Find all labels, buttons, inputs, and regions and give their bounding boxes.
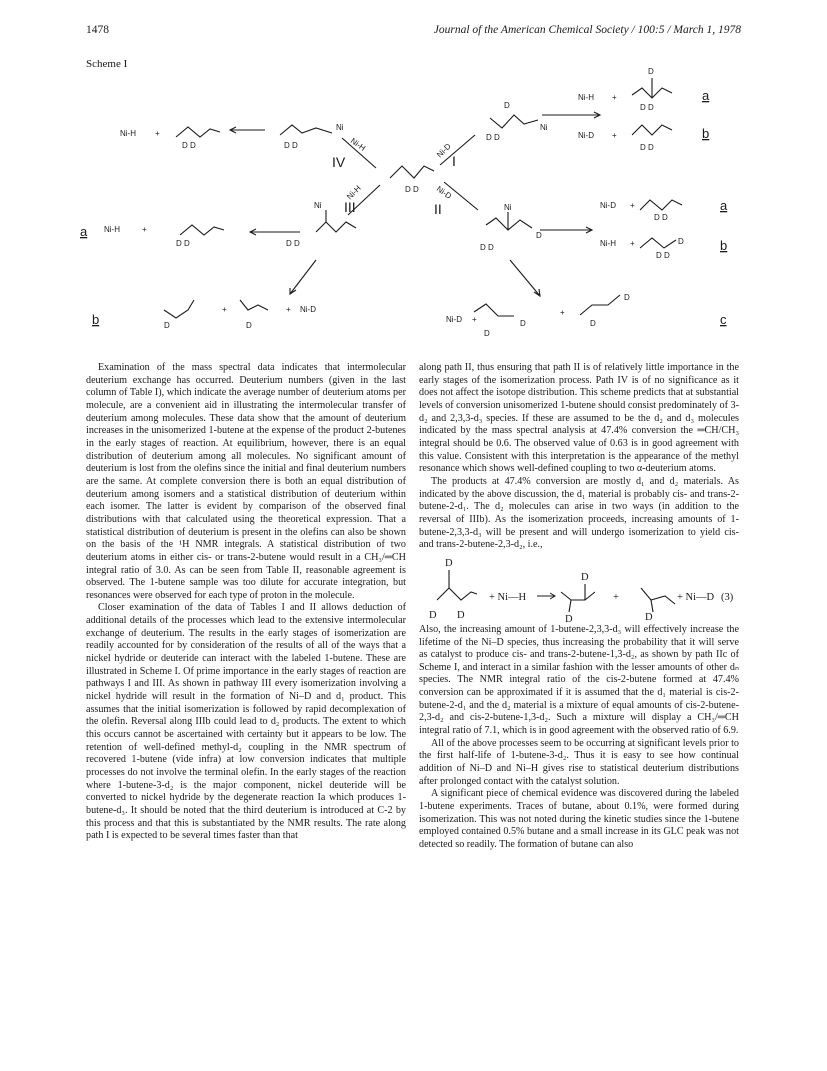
svg-text:D: D [624,293,630,302]
svg-text:D: D [484,329,490,338]
svg-text:D D: D D [405,185,419,194]
product-a-left [180,225,224,235]
svg-text:+: + [560,308,565,317]
svg-text:D: D [504,101,510,110]
svg-text:D D: D D [656,251,670,260]
product-label-b-bottom: b [92,312,100,327]
equation-3 [419,556,739,622]
svg-text:+: + [222,305,227,314]
product-b-top [632,125,672,135]
svg-text:D: D [678,237,684,246]
product-b-cis [164,300,194,318]
svg-text:D D: D D [286,239,300,248]
path-ii-label: II [434,201,442,217]
reagent-nid-3: Ni-D [300,305,316,314]
svg-text:+: + [612,93,617,102]
svg-text:Ni: Ni [336,123,344,132]
paragraph: Examination of the mass spectral data indicates that intermolecular deuterium exchange has occurred. Deuterium numbers (given in the last column of Table I), which indicate the average number of deuterium atoms per molecule, are a convenient aid in illustrating the intermolecular transfer of deuterium among molecules. These data show that the amount of deuterium increases in the unisomerized 1-butene at the expense of the product 2-butenes in the early stages of reaction. At equilibrium, however, there is an equal distribution of deuterium among all molecules. No significant amount of deuterium is lost from the olefins since the initial and final deuterium numbers are the same. At complete conversion there is both an equal distribution of deuterium among isomers and a statistical distribution of deuterium within each isomer. The latter is evident by comparison of the observed final distributions with that calculated using the theoretical expression. That a statistical distribution of deuterium is present in the olefins can also be shown on the basis of the ¹H NMR integrals. A statistical distribution of two deuterium atoms in either cis- or trans-2-butene would result in a CH₃/═CH integral ratio of 3.0. As can be seen from Table II, reasonable agreement is observed. The 1-butene sample was too dilute for accurate integration, but resonances were observed for each type of proton in the molecule. [86,362,406,601]
svg-text:Ni-H: Ni-H [345,183,363,202]
paragraph: A significant piece of chemical evidence was discovered during the labeled 1-butene experiments. Traces of butane, about 0.1%, were formed during isomerization. This was not noted during the kinetic studies since the 1-butene employed contained 0.5% butane and a small increase in its GLC peak was not detected so readily. The formation of butane can also [419,788,739,850]
svg-text:D: D [246,321,252,330]
product-label-a-left: a [80,224,88,239]
svg-text:D D: D D [654,213,668,222]
equation-ni-d: + Ni—D [677,591,715,603]
reagent-nih-1: Ni-H [578,93,594,102]
reagent-nih-2: Ni-H [120,129,136,138]
reagent-nid-1: Ni-D [578,131,594,140]
left-column [86,362,406,843]
svg-text:Ni: Ni [504,203,512,212]
svg-text:+: + [286,305,291,314]
svg-text:D: D [565,613,573,622]
svg-text:Ni: Ni [540,123,548,132]
svg-text:+: + [612,131,617,140]
intermediate-iv [280,125,332,135]
svg-text:+: + [630,201,635,210]
svg-text:D D: D D [486,133,500,142]
svg-text:D D: D D [182,141,196,150]
paragraph: All of the above processes seem to be occurring at significant levels prior to the first half-life of 1-butene-3-d₂. Thus it is easy to see how continual addition of Ni–D and Ni–H gives rise to statistical deuterium distributions after prolonged contact with the catalyst solution. [419,737,739,787]
svg-text:+: + [155,129,160,138]
svg-text:D: D [164,321,170,330]
svg-text:Ni: Ni [314,201,322,210]
paragraph: Closer examination of the data of Tables I and II allows deduction of additional details of the processes which lead to the extensive intermolecular exchange of deuterium. The results in the early stages of isomerization are readily accounted for by consideration of the results of all of the ways that a nickel hydride or deuteride can interact with the labeled 1-butene. These are illustrated in Scheme I. Of prime importance in the early stages of reaction are pathways I and III. As shown in pathway III every isomerization involving a nickel hydride will result in the formation of Ni–D and d₁ product. This assumes that the initial isomerization is followed by rapid decomplexation of the olefin. Reversal along IIIb could lead to d₂ products. The extent to which this occurs cannot be ascertained with certainty but it appears to be low. The retention of well-defined methyl-d₂ coupling in the NMR spectrum of recovered 1-butene (vide infra) at low conversion indicates that multiple processes do not involve the terminal olefin. In the early stages of the reaction where 1-butene-3-d₂ is the major component, nickel deuteride will be converted to nickel hydride by the degenerate reaction Ia which produces 1-butene-d₃. It should be noted that the third deuterium is introduced at C-2 by this process and that this is substantiated by the NMR results. The rate along path I is expected to be several times faster than that [86,602,406,842]
product-label-b-top: b [702,126,710,141]
product-label-a-top: a [702,88,710,103]
paragraph: Also, the increasing amount of 1-butene-2,3,3-d₃ will effectively increase the lifetime of the Ni–D species, thus increasing the probability that it will serve as catalyst to produce cis- and trans-2-butene-1,3-d₂, as shown by path IIc of Scheme I, and interact in a similar fashion with the lesser amounts of other dₙ species. The NMR integral ratio of the cis-2-butene formed at 47.4% conversion can be approximated if it is assumed that the d₁ material is cis-2-butene-2-d₁ and the d₂ material is a mixture of equal amounts of cis-2-butene-2,3-d₂ and cis-2-butene-1,3-d₂. Such a mixture will display a CH₃/═CH integral ratio of 7.1, which is in good agreement with the observed ratio of 6.9. [419,623,739,737]
journal-header: Journal of the American Chemical Society / 100:5 / March 1, 1978 [433,24,741,36]
product-c-1 [474,304,514,316]
svg-text:D: D [581,571,589,583]
svg-text:D: D [645,611,653,622]
path-i-label: I [452,153,456,169]
svg-text:D D: D D [284,141,298,150]
product-label-c: c [720,312,727,327]
reagent-nid-2: Ni-D [600,201,616,210]
path-iv-label: IV [332,154,346,170]
svg-text:D: D [590,319,596,328]
equation-ni-h: + Ni—H [489,591,527,603]
svg-text:D: D [445,557,453,569]
product-a-right [640,200,682,210]
product-label-a-right: a [720,198,728,213]
svg-text:+: + [613,591,619,603]
svg-text:D D: D D [176,239,190,248]
reagent-nih-3: Ni-H [104,225,120,234]
svg-text:+: + [630,239,635,248]
product-top-left [176,127,220,137]
product-c-2 [580,295,620,315]
equation-number: (3) [721,591,734,603]
intermediate-ii [486,218,532,230]
product-label-b-right: b [720,238,728,253]
path-iii-label: III [344,199,356,215]
svg-text:+: + [142,225,147,234]
svg-text:Ni-H: Ni-H [348,136,368,153]
central-butene [390,166,434,178]
svg-text:D D: D D [480,243,494,252]
intermediate-i [490,115,538,128]
right-column [419,362,739,852]
svg-text:D: D [520,319,526,328]
product-b-trans [240,300,268,310]
scheme-diagram [80,60,750,350]
page-number: 1478 [86,24,109,36]
svg-text:D D: D D [640,103,654,112]
svg-text:D: D [429,609,437,621]
scheme-label: Scheme I [86,58,128,70]
svg-text:D: D [457,609,465,621]
paragraph: The products at 47.4% conversion are mostly d₁ and d₂ materials. As indicated by the above discussion, the d₁ material is probably cis- and trans-2-butene-2-d₁. The d₂ molecules can arise in two ways (in addition to the reversal of IIIb). As the isomerization proceeds, increasing amounts of 1-butene-2,3,3-d₃ will be present and will undergo isomerization to yield cis- and trans-2-butene-2,3-d₂, i.e., [419,475,739,551]
svg-text:D: D [536,231,542,240]
svg-text:D: D [648,67,654,76]
reagent-nid-4: Ni-D [446,315,462,324]
intermediate-iii [316,222,356,232]
svg-text:Ni-D: Ni-D [434,184,454,201]
product-b-right [640,238,676,248]
svg-text:Ni-D: Ni-D [435,141,453,160]
svg-text:D D: D D [640,143,654,152]
svg-text:+: + [472,315,477,324]
paragraph: along path II, thus ensuring that path II is of relatively little importance in the early stages of the isomerization process. Path IV is of no significance as it does not affect the isotope distribution. This scheme predicts that at substantial levels of conversion unisomerized 1-butene should consist predominately of 3-d₂ and 2,3,3-d₃ species. If these are assumed to be the d₂ and d₃ molecules indicated by the mass spectral analysis at 47.4% conversion the ═CH/CH₃ integral should be 0.6. The observed value of 0.63 is in good agreement with this value. Consistent with this interpretation is the appearance of the methyl resonance which shows well-defined coupling to two α-deuterium atoms. [419,362,739,475]
reagent-nih-4: Ni-H [600,239,616,248]
